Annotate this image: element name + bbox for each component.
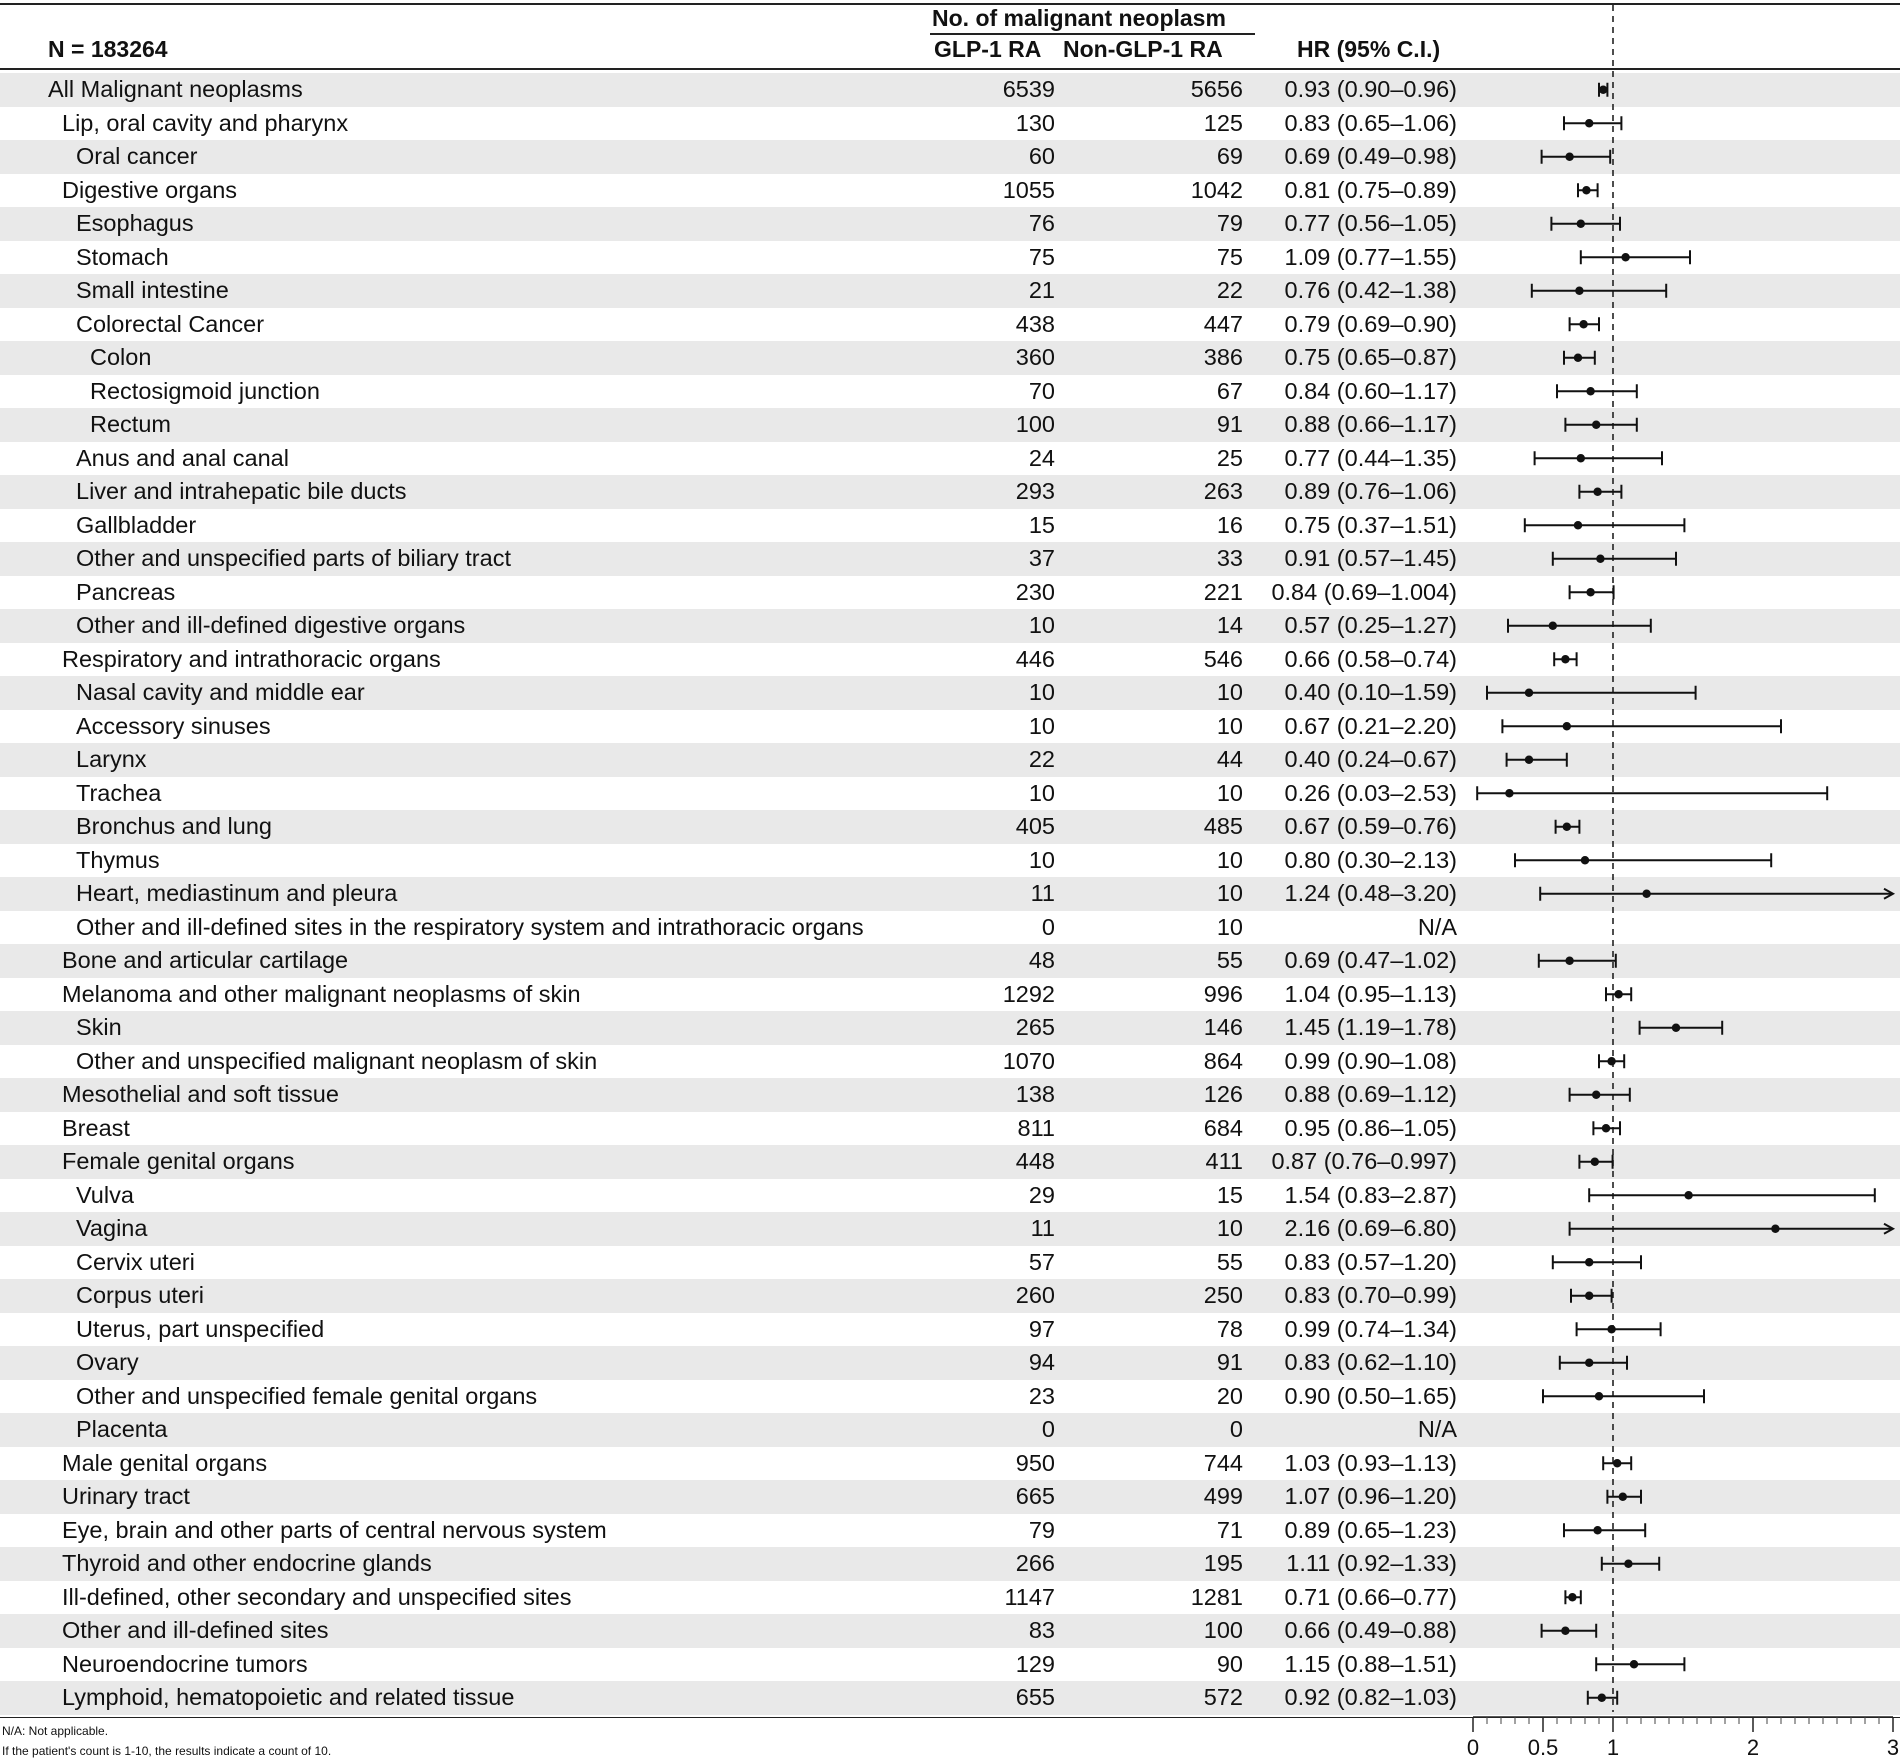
hr-ci-text: 0.95 (0.86–1.05) xyxy=(1284,1114,1457,1141)
hr-ci-text: 0.90 (0.50–1.65) xyxy=(1284,1382,1457,1409)
hr-point xyxy=(1525,689,1533,697)
row-label: Stomach xyxy=(76,243,169,270)
glp-count: 811 xyxy=(1017,1114,1055,1141)
non-glp-count: 25 xyxy=(1216,444,1243,471)
hr-point xyxy=(1630,1660,1638,1668)
hr-ci-text: 0.80 (0.30–2.13) xyxy=(1284,846,1457,873)
row-label: Colorectal Cancer xyxy=(76,310,265,337)
hr-point xyxy=(1593,488,1601,496)
glp-count: 1070 xyxy=(1002,1047,1055,1074)
non-glp-count: 221 xyxy=(1203,578,1243,605)
hr-point xyxy=(1592,1091,1600,1099)
row-label: Skin xyxy=(76,1014,122,1040)
hr-point xyxy=(1525,756,1533,764)
non-glp-count: 126 xyxy=(1203,1081,1243,1107)
non-glp-count: 16 xyxy=(1216,511,1243,538)
glp-count: 130 xyxy=(1015,109,1055,136)
row-label: Colon xyxy=(90,344,152,370)
glp-count: 97 xyxy=(1028,1315,1055,1342)
hr-point xyxy=(1593,1526,1601,1534)
non-glp-count: 447 xyxy=(1203,310,1243,337)
hr-point xyxy=(1581,856,1589,864)
hr-point xyxy=(1595,1392,1603,1400)
hr-point xyxy=(1672,1024,1680,1032)
hr-ci-text: 0.99 (0.90–1.08) xyxy=(1284,1047,1457,1074)
row-label: Pancreas xyxy=(76,578,176,605)
non-glp-count: 546 xyxy=(1203,645,1243,672)
row-label: Oral cancer xyxy=(76,143,198,169)
hr-point xyxy=(1624,1560,1632,1568)
glp-count: 446 xyxy=(1015,645,1055,672)
row-label: Accessory sinuses xyxy=(76,712,271,739)
row-label: Other and unspecified parts of biliary tract xyxy=(76,545,511,571)
col-header-glp: GLP-1 RA xyxy=(934,36,1042,62)
hr-point xyxy=(1599,86,1607,94)
footnote-count: If the patient's count is 1-10, the results indicate a count of 10. xyxy=(2,1744,332,1758)
hr-point xyxy=(1561,1627,1569,1635)
non-glp-count: 146 xyxy=(1203,1014,1243,1040)
non-glp-count: 10 xyxy=(1216,679,1243,705)
non-glp-count: 79 xyxy=(1216,210,1243,236)
non-glp-count: 91 xyxy=(1216,1349,1243,1375)
non-glp-count: 20 xyxy=(1216,1382,1243,1409)
hr-ci-text: 0.67 (0.21–2.20) xyxy=(1284,712,1457,739)
hr-point xyxy=(1602,1124,1610,1132)
footnote-na: N/A: Not applicable. xyxy=(2,1724,109,1738)
hr-ci-text: 0.88 (0.66–1.17) xyxy=(1284,411,1457,437)
hr-point xyxy=(1565,957,1573,965)
hr-ci-text: 0.69 (0.49–0.98) xyxy=(1284,143,1457,169)
non-glp-count: 100 xyxy=(1203,1617,1243,1643)
row-label: Other and unspecified female genital organs xyxy=(76,1382,538,1409)
row-label: All Malignant neoplasms xyxy=(48,76,303,102)
hr-ci-text: 0.83 (0.70–0.99) xyxy=(1284,1282,1457,1308)
hr-point xyxy=(1561,655,1569,663)
hr-ci-text: 0.89 (0.65–1.23) xyxy=(1284,1516,1457,1543)
row-label: Bone and articular cartilage xyxy=(62,947,349,973)
non-glp-count: 71 xyxy=(1216,1516,1243,1543)
row-label: Uterus, part unspecified xyxy=(76,1315,325,1342)
hr-point xyxy=(1568,1593,1576,1601)
row-label: Melanoma and other malignant neoplasms of skin xyxy=(62,980,581,1007)
hr-ci-text: 0.26 (0.03–2.53) xyxy=(1284,779,1457,806)
hr-ci-text: 0.77 (0.56–1.05) xyxy=(1284,210,1457,236)
row-label: Respiratory and intrathoracic organs xyxy=(62,645,441,672)
hr-point xyxy=(1591,1158,1599,1166)
row-label: Rectum xyxy=(90,411,171,437)
row-label: Other and ill-defined sites xyxy=(62,1617,329,1643)
non-glp-count: 386 xyxy=(1203,344,1243,370)
non-glp-count: 996 xyxy=(1203,980,1243,1007)
x-tick-label: 0 xyxy=(1466,1735,1480,1760)
non-glp-count: 55 xyxy=(1216,1248,1243,1275)
non-glp-count: 250 xyxy=(1203,1282,1243,1308)
glp-count: 29 xyxy=(1028,1181,1055,1208)
glp-count: 129 xyxy=(1015,1650,1055,1677)
hr-point xyxy=(1577,220,1585,228)
hr-point xyxy=(1582,186,1590,194)
non-glp-count: 1281 xyxy=(1190,1583,1243,1610)
glp-count: 83 xyxy=(1028,1617,1055,1643)
glp-count: 1292 xyxy=(1002,980,1055,1007)
hr-ci-text: 1.09 (0.77–1.55) xyxy=(1284,243,1457,270)
hr-ci-text: 0.91 (0.57–1.45) xyxy=(1284,545,1457,571)
hr-ci-text: 1.03 (0.93–1.13) xyxy=(1284,1449,1457,1476)
hr-point xyxy=(1619,1493,1627,1501)
hr-point xyxy=(1684,1191,1692,1199)
row-label: Anus and anal canal xyxy=(76,444,289,471)
glp-count: 60 xyxy=(1028,143,1055,169)
row-label: Female genital organs xyxy=(62,1148,295,1174)
hr-point xyxy=(1579,320,1587,328)
glp-count: 405 xyxy=(1015,813,1055,839)
row-label: Male genital organs xyxy=(62,1449,268,1476)
hr-ci-text: 1.11 (0.92–1.33) xyxy=(1286,1550,1457,1576)
hr-point xyxy=(1598,1694,1606,1702)
hr-point xyxy=(1563,823,1571,831)
non-glp-count: 0 xyxy=(1229,1416,1243,1442)
row-label: Other and ill-defined digestive organs xyxy=(76,612,466,638)
glp-count: 266 xyxy=(1015,1550,1055,1576)
hr-ci-text: 0.57 (0.25–1.27) xyxy=(1284,612,1457,638)
hr-ci-text: 1.04 (0.95–1.13) xyxy=(1284,980,1457,1007)
hr-ci-text: 0.83 (0.62–1.10) xyxy=(1284,1349,1457,1375)
hr-ci-text: 0.81 (0.75–0.89) xyxy=(1284,176,1457,203)
hr-point xyxy=(1771,1225,1779,1233)
row-label: Thyroid and other endocrine glands xyxy=(62,1550,432,1576)
hr-point xyxy=(1575,287,1583,295)
hr-point xyxy=(1565,153,1573,161)
hr-point xyxy=(1642,890,1650,898)
hr-point xyxy=(1574,521,1582,529)
glp-count: 10 xyxy=(1028,679,1055,705)
hr-ci-text: N/A xyxy=(1417,1416,1457,1442)
glp-count: 0 xyxy=(1041,913,1055,940)
non-glp-count: 10 xyxy=(1216,712,1243,739)
row-label: Lymphoid, hematopoietic and related tissue xyxy=(62,1684,515,1710)
glp-count: 23 xyxy=(1028,1382,1055,1409)
hr-point xyxy=(1592,421,1600,429)
glp-count: 655 xyxy=(1015,1684,1055,1710)
non-glp-count: 125 xyxy=(1203,109,1243,136)
row-label: Corpus uteri xyxy=(76,1282,204,1308)
hr-ci-text: 0.99 (0.74–1.34) xyxy=(1284,1315,1457,1342)
hr-ci-text: 0.66 (0.58–0.74) xyxy=(1284,645,1457,672)
hr-point xyxy=(1621,253,1629,261)
hr-ci-text: 0.67 (0.59–0.76) xyxy=(1284,813,1457,839)
hr-ci-text: 0.83 (0.65–1.06) xyxy=(1284,109,1457,136)
row-label: Gallbladder xyxy=(76,511,197,538)
glp-count: 70 xyxy=(1028,377,1055,404)
non-glp-count: 75 xyxy=(1216,243,1243,270)
x-tick-label: 3 xyxy=(1886,1735,1900,1760)
non-glp-count: 22 xyxy=(1216,277,1243,303)
row-label: Neuroendocrine tumors xyxy=(62,1650,308,1677)
glp-count: 94 xyxy=(1028,1349,1055,1375)
glp-count: 37 xyxy=(1028,545,1055,571)
non-glp-count: 744 xyxy=(1203,1449,1243,1476)
glp-count: 230 xyxy=(1015,578,1055,605)
hr-ci-text: 1.24 (0.48–3.20) xyxy=(1284,880,1457,906)
glp-count: 138 xyxy=(1015,1081,1055,1107)
non-glp-count: 10 xyxy=(1216,913,1243,940)
hr-ci-text: N/A xyxy=(1417,913,1457,940)
row-label: Vulva xyxy=(76,1181,134,1208)
glp-count: 950 xyxy=(1015,1449,1055,1476)
non-glp-count: 411 xyxy=(1205,1148,1243,1174)
hr-point xyxy=(1585,119,1593,127)
hr-ci-text: 1.45 (1.19–1.78) xyxy=(1284,1014,1457,1040)
hr-ci-text: 2.16 (0.69–6.80) xyxy=(1284,1215,1457,1241)
glp-count: 1055 xyxy=(1002,176,1055,203)
non-glp-count: 78 xyxy=(1216,1315,1243,1342)
row-label: Heart, mediastinum and pleura xyxy=(76,880,398,906)
glp-count: 6539 xyxy=(1002,76,1055,102)
hr-point xyxy=(1577,454,1585,462)
row-label: Eye, brain and other parts of central nervous system xyxy=(62,1516,607,1543)
hr-ci-text: 0.75 (0.37–1.51) xyxy=(1284,511,1457,538)
hr-ci-text: 0.77 (0.44–1.35) xyxy=(1284,444,1457,471)
non-glp-count: 69 xyxy=(1216,143,1243,169)
hr-ci-text: 0.40 (0.24–0.67) xyxy=(1284,746,1457,772)
hr-ci-text: 1.15 (0.88–1.51) xyxy=(1284,1650,1457,1677)
hr-point xyxy=(1613,1459,1621,1467)
glp-count: 48 xyxy=(1028,947,1055,973)
non-glp-count: 195 xyxy=(1203,1550,1243,1576)
glp-count: 293 xyxy=(1015,478,1055,504)
row-label: Ovary xyxy=(76,1349,139,1375)
hr-ci-text: 0.84 (0.60–1.17) xyxy=(1284,377,1457,404)
row-label: Trachea xyxy=(76,779,162,806)
glp-count: 10 xyxy=(1028,779,1055,806)
hr-ci-text: 0.93 (0.90–0.96) xyxy=(1284,76,1457,102)
row-label: Mesothelial and soft tissue xyxy=(62,1081,339,1107)
glp-count: 448 xyxy=(1015,1148,1055,1174)
glp-count: 79 xyxy=(1028,1516,1055,1543)
glp-count: 438 xyxy=(1015,310,1055,337)
hr-point xyxy=(1563,722,1571,730)
glp-count: 1147 xyxy=(1004,1583,1055,1610)
row-label: Small intestine xyxy=(76,277,229,303)
row-label: Liver and intrahepatic bile ducts xyxy=(76,478,407,504)
glp-count: 11 xyxy=(1030,1215,1055,1241)
non-glp-count: 10 xyxy=(1216,846,1243,873)
hr-point xyxy=(1586,588,1594,596)
non-glp-count: 684 xyxy=(1203,1114,1243,1141)
glp-count: 11 xyxy=(1030,880,1055,906)
group-header: No. of malignant neoplasm xyxy=(932,5,1226,31)
glp-count: 24 xyxy=(1028,444,1055,471)
hr-point xyxy=(1607,1057,1615,1065)
glp-count: 22 xyxy=(1028,746,1055,772)
hr-ci-text: 0.76 (0.42–1.38) xyxy=(1284,277,1457,303)
hr-ci-text: 0.79 (0.69–0.90) xyxy=(1284,310,1457,337)
row-label: Other and ill-defined sites in the respiratory system and intrathoracic organs xyxy=(76,913,864,940)
glp-count: 57 xyxy=(1028,1248,1055,1275)
row-label: Lip, oral cavity and pharynx xyxy=(62,109,349,136)
glp-count: 76 xyxy=(1028,210,1055,236)
hr-point xyxy=(1549,622,1557,630)
non-glp-count: 10 xyxy=(1216,880,1243,906)
glp-count: 15 xyxy=(1028,511,1055,538)
x-tick-label: 0.5 xyxy=(1527,1735,1559,1760)
hr-ci-text: 0.40 (0.10–1.59) xyxy=(1284,679,1457,705)
hr-point xyxy=(1607,1325,1615,1333)
row-label: Placenta xyxy=(76,1416,168,1442)
row-label: Nasal cavity and middle ear xyxy=(76,679,365,705)
glp-count: 10 xyxy=(1028,846,1055,873)
non-glp-count: 499 xyxy=(1203,1483,1243,1509)
row-label: Breast xyxy=(62,1114,130,1141)
glp-count: 10 xyxy=(1028,712,1055,739)
non-glp-count: 5656 xyxy=(1190,76,1243,102)
non-glp-count: 485 xyxy=(1203,813,1243,839)
glp-count: 21 xyxy=(1028,277,1055,303)
non-glp-count: 14 xyxy=(1216,612,1243,638)
x-tick-label: 2 xyxy=(1746,1735,1760,1760)
hr-point xyxy=(1596,555,1604,563)
non-glp-count: 55 xyxy=(1216,947,1243,973)
hr-point xyxy=(1505,789,1513,797)
hr-ci-text: 0.88 (0.69–1.12) xyxy=(1284,1081,1457,1107)
non-glp-count: 44 xyxy=(1216,746,1243,772)
non-glp-count: 10 xyxy=(1216,779,1243,806)
non-glp-count: 15 xyxy=(1216,1181,1243,1208)
non-glp-count: 90 xyxy=(1216,1650,1243,1677)
non-glp-count: 1042 xyxy=(1190,176,1243,203)
hr-ci-text: 0.66 (0.49–0.88) xyxy=(1284,1617,1457,1643)
non-glp-count: 67 xyxy=(1216,377,1243,404)
x-tick-label: 1 xyxy=(1606,1735,1620,1760)
glp-count: 75 xyxy=(1028,243,1055,270)
row-label: Larynx xyxy=(76,746,147,772)
non-glp-count: 263 xyxy=(1203,478,1243,504)
hr-point xyxy=(1586,387,1594,395)
row-label: Urinary tract xyxy=(62,1483,190,1509)
col-header-non-glp: Non-GLP-1 RA xyxy=(1063,36,1223,62)
non-glp-count: 10 xyxy=(1216,1215,1243,1241)
row-label: Vagina xyxy=(76,1215,148,1241)
glp-count: 100 xyxy=(1015,411,1055,437)
non-glp-count: 33 xyxy=(1216,545,1243,571)
hr-ci-text: 1.54 (0.83–2.87) xyxy=(1284,1181,1457,1208)
hr-ci-text: 0.71 (0.66–0.77) xyxy=(1284,1583,1457,1610)
hr-point xyxy=(1585,1292,1593,1300)
non-glp-count: 91 xyxy=(1216,411,1243,437)
row-label: Thymus xyxy=(76,846,160,873)
row-label: Other and unspecified malignant neoplasm of skin xyxy=(76,1047,598,1074)
hr-ci-text: 0.84 (0.69–1.004) xyxy=(1271,578,1457,605)
hr-ci-text: 0.92 (0.82–1.03) xyxy=(1284,1684,1457,1710)
hr-ci-text: 0.87 (0.76–0.997) xyxy=(1271,1148,1457,1174)
hr-point xyxy=(1585,1359,1593,1367)
hr-ci-text: 0.69 (0.47–1.02) xyxy=(1284,947,1457,973)
row-label: Bronchus and lung xyxy=(76,813,272,839)
n-label: N = 183264 xyxy=(48,36,168,62)
hr-point xyxy=(1614,990,1622,998)
hr-ci-text: 0.89 (0.76–1.06) xyxy=(1284,478,1457,504)
row-label: Cervix uteri xyxy=(76,1248,195,1275)
hr-point xyxy=(1585,1258,1593,1266)
row-label: Rectosigmoid junction xyxy=(90,377,320,404)
row-label: Digestive organs xyxy=(62,176,238,203)
hr-point xyxy=(1574,354,1582,362)
glp-count: 265 xyxy=(1015,1014,1055,1040)
non-glp-count: 864 xyxy=(1203,1047,1243,1074)
row-label: Esophagus xyxy=(76,210,194,236)
hr-ci-text: 0.83 (0.57–1.20) xyxy=(1284,1248,1457,1275)
row-label: Ill-defined, other secondary and unspecified sites xyxy=(62,1583,572,1610)
non-glp-count: 572 xyxy=(1203,1684,1243,1710)
hr-ci-text: 0.75 (0.65–0.87) xyxy=(1284,344,1457,370)
glp-count: 0 xyxy=(1041,1416,1055,1442)
col-header-hr: HR (95% C.I.) xyxy=(1297,36,1441,62)
glp-count: 260 xyxy=(1015,1282,1055,1308)
hr-ci-text: 1.07 (0.96–1.20) xyxy=(1284,1483,1457,1509)
glp-count: 665 xyxy=(1015,1483,1055,1509)
glp-count: 10 xyxy=(1028,612,1055,638)
glp-count: 360 xyxy=(1015,344,1055,370)
